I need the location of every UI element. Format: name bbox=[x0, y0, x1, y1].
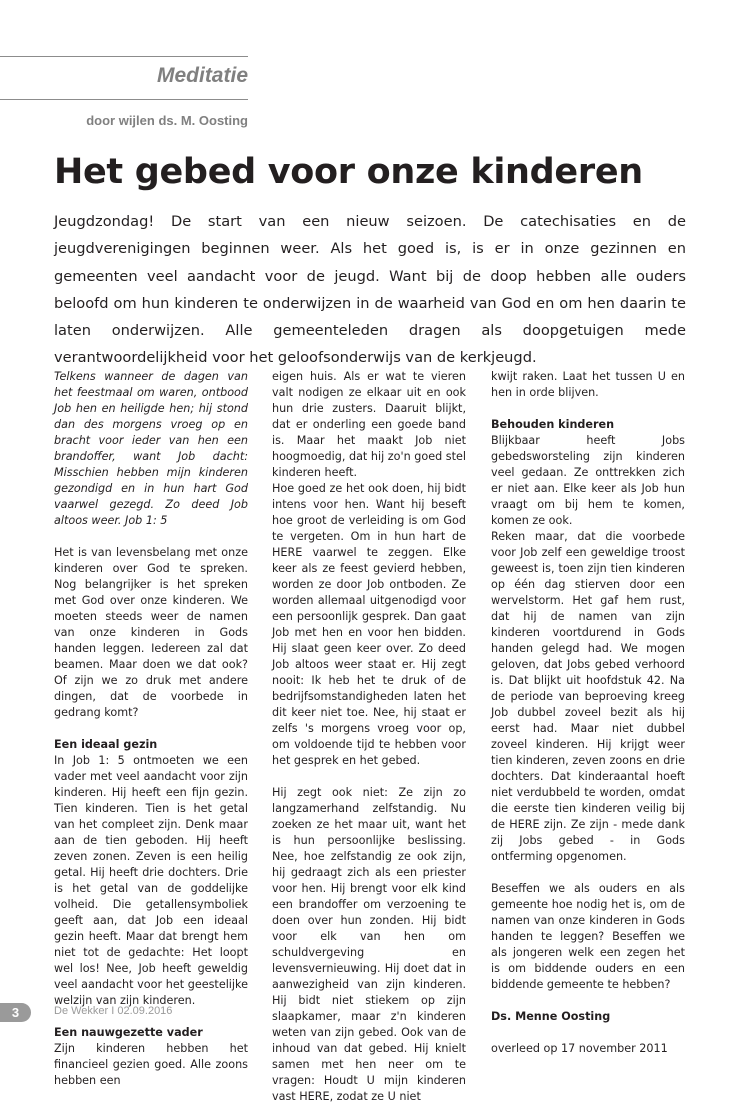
article-intro: Jeugdzondag! De start van een nieuw seizoen. De catechisaties en de jeugdverenigingen beginnen weer. Als het goed is, is er in onze gezinnen en gemeenten veel aandacht voor de jeugd. Want bij de doop hebben alle ouders beloofd om hun kinderen te onderwijzen in de waarheid van God en om hen daarin te laten onderwijzen. Alle gemeenteleden dragen als doopgetuigen mede verantwoordelijkheid voor het geloofsonderwijs van de kerkjeugd. bbox=[54, 213, 686, 367]
author-byline: door wijlen ds. M. Oosting bbox=[86, 113, 248, 128]
subheading-behouden-kinderen: Behouden kinderen bbox=[491, 418, 615, 431]
paragraph: Blijkbaar heeft Jobs gebedsworsteling zijn kinderen veel gedaan. Ze onttrekken zich er niet aan. Elke keer als Job hun vraagt om bij hem te komen, komen ze ook. bbox=[491, 434, 685, 527]
paragraph: Reken maar, dat die voorbede voor Job zelf een geweldige troost geweest is, toen zijn tien kinderen op één dag stierven door een wervelstorm. Het gaf hem rust, dat hij de namen van zijn kinderen voortdurend in Gods handen gelegd had. We mogen geloven, dat Jobs gebed verhoord is. Dat blijkt uit hoofdstuk 42. Na de periode van beproeving kreeg Job dubbel zoveel bezit als hij eerst had. Maar niet dubbel zoveel kinderen. Hij krijgt weer tien kinderen, zeven zoons en drie dochters. Dat kinderaantal hoeft niet verdubbeld te worden, omdat die eerste tien kinderen veilig bij de HERE zijn. Ze zijn - mede dank zij Jobs gebed - in Gods ontferming opgenomen. bbox=[491, 530, 685, 863]
paragraph: Zijn kinderen hebben het financieel gezien goed. Alle zoons hebben een bbox=[54, 1042, 248, 1087]
signature-note: overleed op 17 november 2011 bbox=[491, 1042, 668, 1055]
paragraph: Het is van levensbelang met onze kinderen over God te spreken. Nog belangrijker is het spreken met God over onze kinderen. We moeten steeds weer de namen van onze kinderen in Gods handen leggen. Iedereen zal dat beamen. Maar doen we dat ook? Of zijn we zo druk met andere dingen, dat de voorbede in gedrang komt? bbox=[54, 546, 248, 719]
text-column-1 bbox=[54, 369, 248, 1089]
paragraph: Beseffen we als ouders en als gemeente hoe nodig het is, om de namen van onze kinderen in Gods handen te leggen? Beseffen we als jongeren welk een zegen het is om biddende ouders en een biddende gemeente te hebben? bbox=[491, 882, 685, 991]
header-rule-bottom bbox=[0, 99, 248, 100]
paragraph: Hij zegt ook niet: Ze zijn zo langzamerhand zelfstandig. Nu zoeken ze het maar uit, want het is hun persoonlijke beslissing. Nee, hoe zelfstandig ze ook zijn, hij gedraagt zich als een priester voor hen. Hij brengt voor elk kind een brandoffer om verzoening te doen over hun zonden. Hij bidt voor elk van hen om schuldvergeving en levensvernieuwing. Hij doet dat in aanwezigheid van zijn kinderen. Hij bidt niet stiekem op zijn slaapkamer, maar z'n kinderen weten van zijn gebed. Ook van de inhoud van dat gebed. Hij knielt samen met hen neer om te vragen: Houdt U mijn kinderen vast HERE, zodat ze U niet bbox=[272, 786, 466, 1103]
paragraph: In Job 1: 5 ontmoeten we een vader met veel aandacht voor zijn kinderen. Hij heeft een fijn gezin. Tien kinderen. Tien is het getal van het compleet zijn. Denk maar aan de tien geboden. Hij heeft zeven zonen. Zeven is een heilig getal. Hij heeft drie dochters. Drie is het getal van de goddelijke volheid. Die getallensymboliek geeft aan, dat Job een ideaal gezin heeft. Maar dat brengt hem niet tot de gedachte: Het loopt wel los! Nee, Job heeft geweldig veel aandacht voor het geestelijke welzijn van zijn kinderen. bbox=[54, 754, 248, 1007]
paragraph: Hoe goed ze het ook doen, hij bidt intens voor hen. Want hij beseft hoe groot de verleiding is om God te vergeten. Om in hun hart de HERE vaarwel te zeggen. Elke keer als ze feest gevierd hebben, worden ze door Job ontboden. Ze worden allemaal uitgenodigd voor een persoonlijk gesprek. Dan gaat Job met hen en voor hen bidden. Hij slaat geen keer over. Zo deed Job altoos weer staat er. Hij zegt nooit: Ik heb het te druk of de bedrijfsomstandigheden laten het dit keer niet toe. Nee, hij staat er zelfs 's morgens vroeg voor op, om voldoende tijd te hebben voor het gesprek en het gebed. bbox=[272, 482, 466, 767]
scripture-quote: Telkens wanneer de dagen van het feestmaal om waren, ontbood Job hen en heiligde hen; hij stond dan des morgens vroeg op en bracht voor ieder van hen een brandoffer, want Job dacht: Misschien hebben mijn kinderen gezondigd en in hun hart God vaarwel gezegd. Zo deed Job altoos weer. Job 1: 5 bbox=[54, 370, 248, 527]
page-number-badge: 3 bbox=[0, 1003, 31, 1022]
text-column-3 bbox=[491, 369, 685, 1073]
article-title: Het gebed voor onze kinderen bbox=[54, 152, 643, 192]
subheading-ideaal-gezin: Een ideaal gezin bbox=[54, 738, 158, 751]
publication-footer: De Wekker I 02.09.2016 bbox=[54, 1005, 173, 1017]
signature-name: Ds. Menne Oosting bbox=[491, 1010, 611, 1023]
paragraph: kwijt raken. Laat het tussen U en hen in orde blijven. bbox=[491, 370, 685, 399]
text-column-2 bbox=[272, 369, 466, 1105]
section-label: Meditatie bbox=[156, 64, 248, 87]
header-rule-top bbox=[0, 56, 248, 57]
paragraph: eigen huis. Als er wat te vieren valt nodigen ze elkaar uit en ook hun drie zusters. Daaruit blijkt, dat er onderling een goede band is. Maar het maakt Job niet hoogmoedig, dat hij zo'n goed stel kinderen heeft. bbox=[272, 370, 466, 479]
subheading-nauwgezette-vader: Een nauwgezette vader bbox=[54, 1026, 203, 1039]
